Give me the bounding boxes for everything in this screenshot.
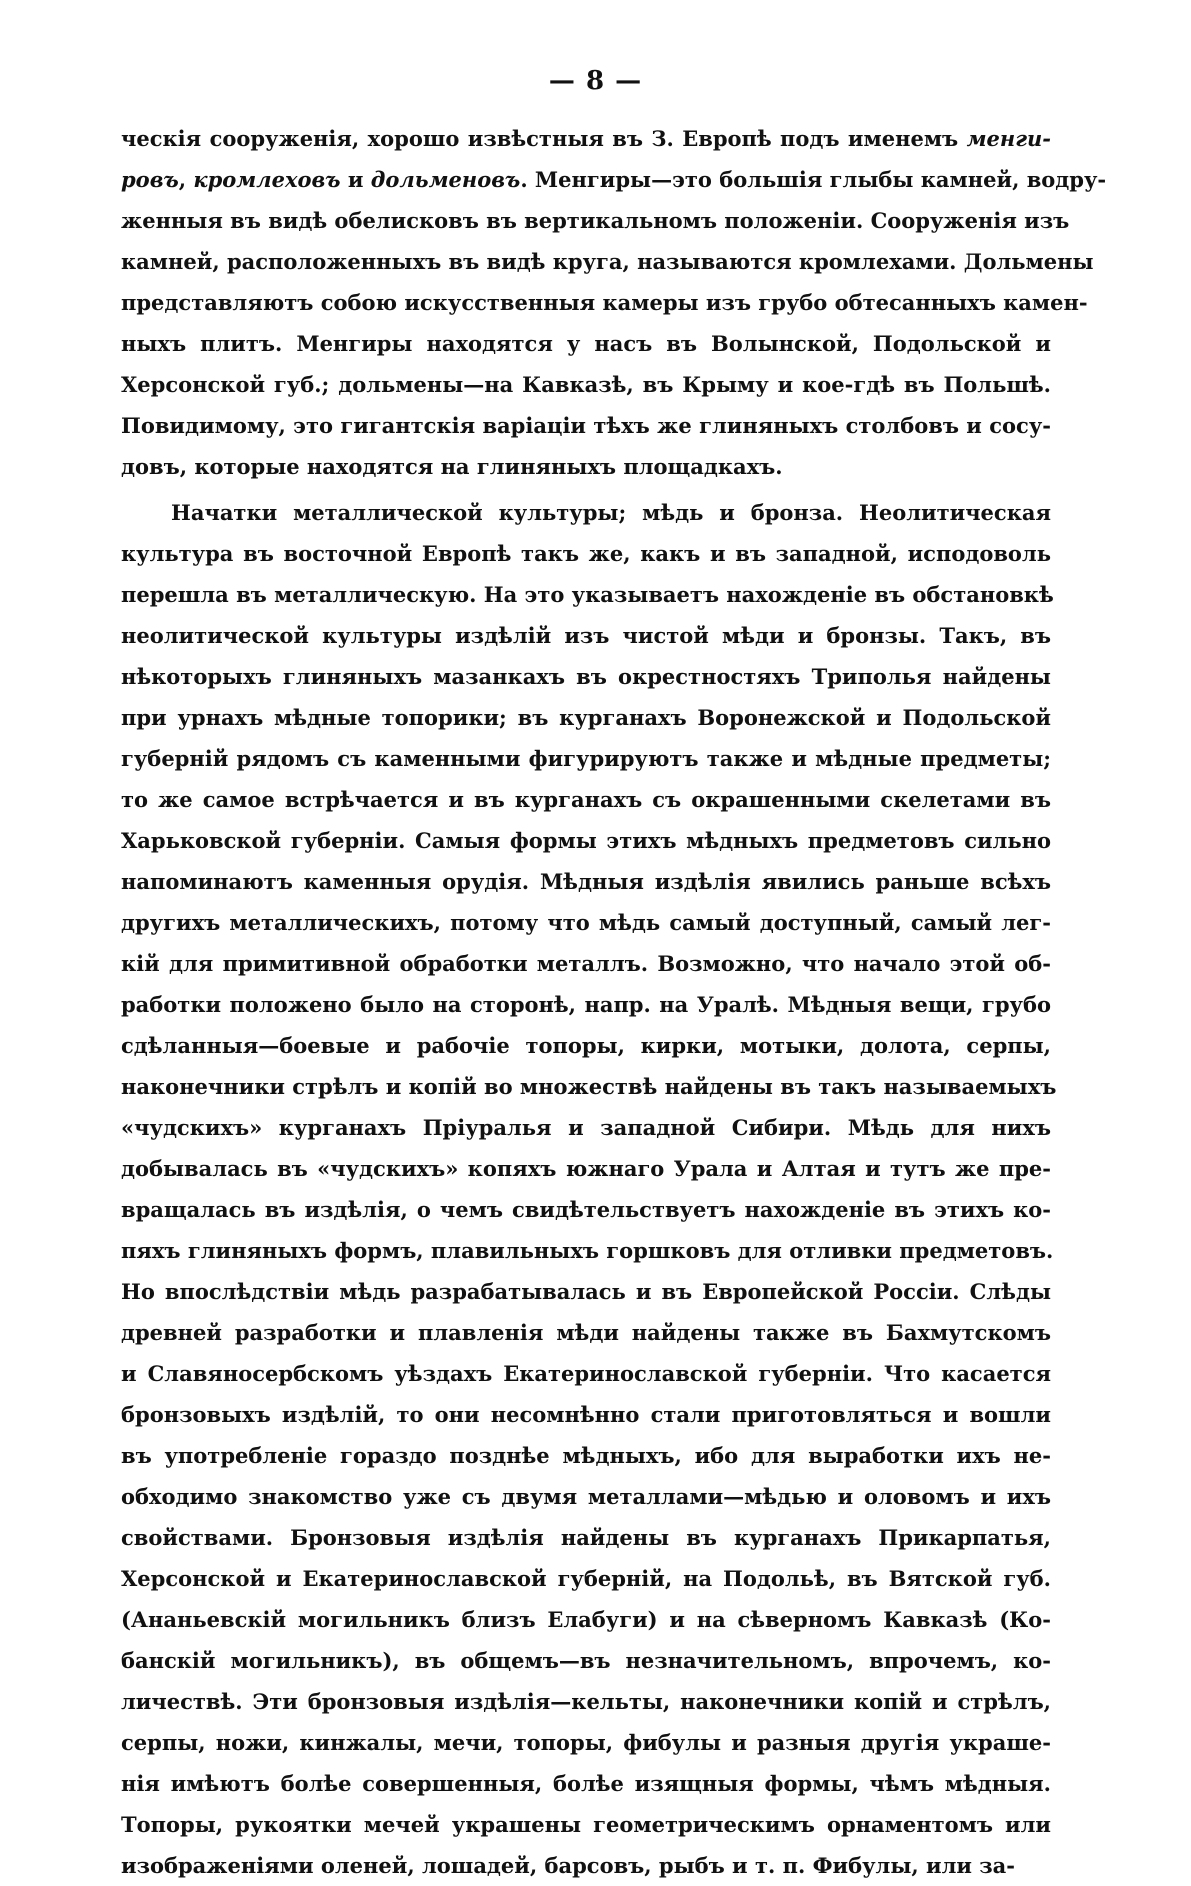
- text-line: [121, 1353, 1051, 1394]
- text-line: [121, 1845, 1051, 1886]
- text-line: [121, 1066, 1057, 1107]
- text-line: [121, 1271, 1051, 1312]
- text-run: Но впослѣдствіи мѣдь разрабатывалась и въ Европейской Россіи. Слѣды: [121, 1279, 1051, 1304]
- text-line: [121, 861, 1051, 902]
- text-line: [121, 779, 1051, 820]
- text-run: Херсонской губ.; дольмены—на Кавказѣ, въ Крыму и кое-гдѣ въ Польшѣ.: [121, 372, 1051, 397]
- text-line: [121, 364, 1051, 405]
- text-run: кій для примитивной обработки металлъ. Возможно, что начало этой об-: [121, 951, 1051, 976]
- text-line: [121, 1517, 1051, 1558]
- text-run: изображеніями оленей, лошадей, барсовъ, рыбъ и т. п. Фибулы, или за-: [121, 1853, 1015, 1878]
- text-line: [121, 159, 1107, 200]
- text-run: камней, расположенныхъ въ видѣ круга, называются кромлехами. Дольмены: [121, 249, 1094, 274]
- text-run: довъ, которые находятся на глиняныхъ площадкахъ.: [121, 454, 783, 479]
- text-run: женныя въ видѣ обелисковъ въ вертикальномъ положеніи. Сооруженія изъ: [121, 208, 1070, 233]
- text-line: [121, 492, 1051, 533]
- text-run: . Менгиры—это большія глыбы камней, водру-: [520, 167, 1107, 192]
- text-run: неолитической культуры издѣлій изъ чистой мѣди и бронзы. Такъ, въ: [121, 623, 1051, 648]
- text-line: [121, 1599, 1051, 1640]
- text-run: при урнахъ мѣдные топорики; въ курганахъ Воронежской и Подольской: [121, 705, 1051, 730]
- text-line: [121, 697, 1051, 738]
- italic-term: ровъ: [121, 167, 179, 192]
- text-line: [121, 1763, 1051, 1804]
- text-line: [121, 323, 1051, 364]
- italic-term: дольменовъ: [370, 167, 521, 192]
- text-run: древней разработки и плавленія мѣди найдены также въ Бахмутскомъ: [121, 1320, 1051, 1345]
- text-line: [121, 1148, 1051, 1189]
- text-run: Херсонской и Екатеринославской губерній, на Подольѣ, въ Вятской губ.: [121, 1566, 1051, 1591]
- text-line: [121, 738, 1051, 779]
- text-run: Неолитическая: [843, 500, 1051, 525]
- section-heading: Начатки металлической культуры; мѣдь и бронза.: [171, 500, 844, 525]
- text-line: [121, 241, 1094, 282]
- text-run: напоминаютъ каменныя орудія. Мѣдныя издѣлія явились раньше всѣхъ: [121, 869, 1051, 894]
- text-run: обходимо знакомство уже съ двумя металлами—мѣдью и оловомъ и ихъ: [121, 1484, 1051, 1509]
- italic-term: кромлеховъ: [193, 167, 341, 192]
- text-line: [121, 533, 1051, 574]
- text-run: личествѣ. Эти бронзовыя издѣлія—кельты, наконечники копій и стрѣлъ,: [121, 1689, 1051, 1714]
- text-line: [121, 200, 1070, 241]
- text-run: «чудскихъ» курганахъ Пріуралья и западной Сибири. Мѣдь для нихъ: [121, 1115, 1051, 1140]
- text-line: [121, 282, 1088, 323]
- text-line: [121, 1558, 1051, 1599]
- text-line: [121, 943, 1051, 984]
- text-line: [121, 1435, 1051, 1476]
- text-run: перешла въ металлическую. На это указываетъ нахожденіе въ обстановкѣ: [121, 582, 1054, 607]
- text-line: [121, 1189, 1051, 1230]
- text-line: [121, 118, 1051, 159]
- text-run: представляютъ собою искусственныя камеры изъ грубо обтесанныхъ камен-: [121, 290, 1088, 315]
- text-line: [121, 656, 1051, 697]
- text-run: банскій могильникъ), въ общемъ—въ незначительномъ, впрочемъ, ко-: [121, 1648, 1051, 1673]
- text-line: [121, 1025, 1051, 1066]
- text-line: [121, 984, 1051, 1025]
- text-line: [121, 902, 1051, 943]
- text-line: [121, 1640, 1051, 1681]
- text-run: работки положено было на сторонѣ, напр. на Уралѣ. Мѣдныя вещи, грубо: [121, 992, 1051, 1017]
- text-run: бронзовыхъ издѣлій, то они несомнѣнно стали приготовляться и вошли: [121, 1402, 1051, 1427]
- text-run: и: [340, 167, 371, 192]
- text-run: другихъ металлическихъ, потому что мѣдь самый доступный, самый лег-: [121, 910, 1051, 935]
- text-run: Харьковской губерніи. Самыя формы этихъ мѣдныхъ предметовъ сильно: [121, 828, 1051, 853]
- text-run: въ употребленіе гораздо позднѣе мѣдныхъ, ибо для выработки ихъ не-: [121, 1443, 1051, 1468]
- text-run: ческія сооруженія, хорошо извѣстныя въ З. Европѣ подъ именемъ: [121, 126, 967, 151]
- text-run: свойствами. Бронзовыя издѣлія найдены въ курганахъ Прикарпатья,: [121, 1525, 1051, 1550]
- text-line: [121, 405, 1051, 446]
- text-line: [121, 574, 1054, 615]
- text-run: культура въ восточной Европѣ такъ же, какъ и въ западной, исподоволь: [121, 541, 1051, 566]
- text-run: ныхъ плитъ. Менгиры находятся у насъ въ Волынской, Подольской и: [121, 331, 1051, 356]
- text-run: вращалась въ издѣлія, о чемъ свидѣтельствуетъ нахожденіе въ этихъ ко-: [121, 1197, 1051, 1222]
- text-line: [121, 1312, 1051, 1353]
- text-run: нія имѣютъ болѣе совершенныя, болѣе изящныя формы, чѣмъ мѣдныя.: [121, 1771, 1051, 1796]
- text-run: Топоры, рукоятки мечей украшены геометрическимъ орнаментомъ или: [121, 1812, 1051, 1837]
- text-run: добывалась въ «чудскихъ» копяхъ южнаго Урала и Алтая и тутъ же пре-: [121, 1156, 1051, 1181]
- text-line: [121, 1681, 1051, 1722]
- text-run: пяхъ глиняныхъ формъ, плавильныхъ горшковъ для отливки предметовъ.: [121, 1238, 1054, 1263]
- text-line: [121, 446, 1051, 487]
- text-line: [121, 820, 1051, 861]
- page-number: — 8 —: [548, 66, 643, 96]
- body-text: [121, 118, 1107, 1886]
- italic-term: менги-: [966, 126, 1051, 151]
- text-line: [121, 1476, 1051, 1517]
- text-run: Повидимому, это гигантскія варіаціи тѣхъ же глиняныхъ столбовъ и сосу-: [121, 413, 1051, 438]
- text-line: [121, 1804, 1051, 1845]
- text-line: [121, 1230, 1054, 1271]
- text-line: [121, 1722, 1051, 1763]
- text-run: то же самое встрѣчается и въ курганахъ съ окрашенными скелетами въ: [121, 787, 1051, 812]
- text-line: [121, 615, 1051, 656]
- text-run: и Славяносербскомъ уѣздахъ Екатеринославской губерніи. Что касается: [121, 1361, 1051, 1386]
- text-run: (Ананьевскій могильникъ близъ Елабуги) и на сѣверномъ Кавказѣ (Ко-: [121, 1607, 1051, 1632]
- text-run: нѣкоторыхъ глиняныхъ мазанкахъ въ окрестностяхъ Триполья найдены: [121, 664, 1051, 689]
- text-run: серпы, ножи, кинжалы, мечи, топоры, фибулы и разныя другія украше-: [121, 1730, 1051, 1755]
- text-line: [121, 1107, 1051, 1148]
- text-run: наконечники стрѣлъ и копій во множествѣ найдены въ такъ называемыхъ: [121, 1074, 1057, 1099]
- text-run: ,: [178, 167, 194, 192]
- text-run: сдѣланныя—боевые и рабочіе топоры, кирки, мотыки, долота, серпы,: [121, 1033, 1051, 1058]
- text-line: [121, 1394, 1051, 1435]
- text-run: губерній рядомъ съ каменными фигурируютъ также и мѣдные предметы;: [121, 746, 1051, 771]
